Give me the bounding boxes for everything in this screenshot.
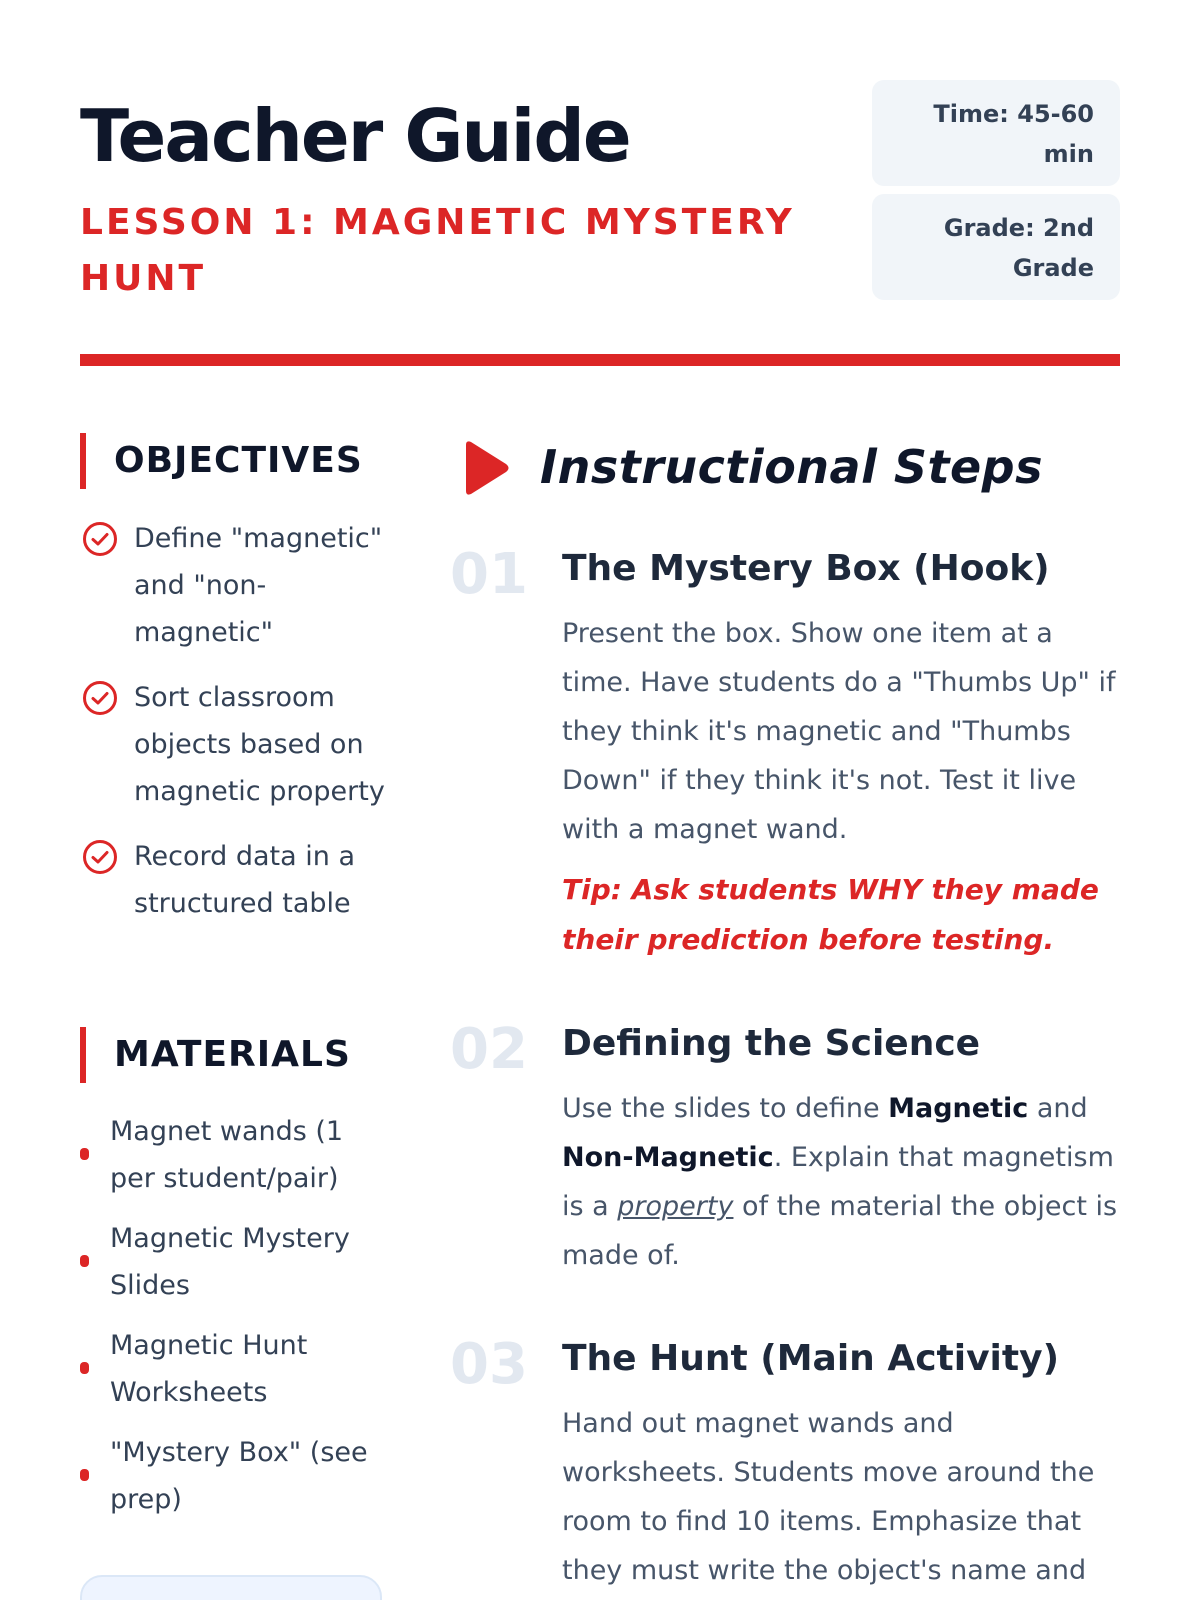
bullet-icon — [80, 1362, 89, 1374]
grade-badge: Grade: 2nd Grade — [872, 194, 1120, 300]
material-text: "Mystery Box" (see prep) — [110, 1437, 368, 1515]
step-body — [562, 1084, 1122, 1280]
check-circle-icon — [82, 680, 118, 716]
materials-heading: MATERIALS — [80, 1027, 351, 1083]
material-text: Magnetic Hunt Worksheets — [110, 1330, 308, 1408]
header-divider — [80, 354, 1120, 366]
material-item — [80, 1215, 390, 1309]
step-number: 03 — [450, 1332, 528, 1397]
material-item — [80, 1322, 390, 1416]
body-text: of the material the object is made of. — [562, 1191, 1118, 1271]
body-text: Use the slides to define — [562, 1093, 889, 1124]
prep-card — [80, 1575, 382, 1600]
step-title: The Mystery Box (Hook) — [562, 548, 1050, 589]
steps-title: Instructional Steps — [540, 440, 1043, 494]
material-text: Magnet wands (1 per student/pair) — [110, 1116, 344, 1194]
step-title: The Hunt (Main Activity) — [562, 1338, 1060, 1379]
term-magnetic: Magnetic — [888, 1093, 1029, 1124]
term-property: property — [617, 1191, 734, 1222]
step-body: Present the box. Show one item at a time. Have students do a "Thumbs Up" if they think it's magnetic and "Thumbs Down" if they think it's not. Test it live with a magnet wand. — [562, 618, 1116, 845]
objectives-list — [80, 515, 390, 945]
material-text: Magnetic Mystery Slides — [110, 1223, 350, 1301]
body-text: and — [1028, 1093, 1088, 1124]
bullet-icon — [80, 1148, 89, 1160]
objective-item — [80, 515, 390, 656]
step-number: 02 — [450, 1017, 528, 1082]
check-circle-icon — [82, 839, 118, 875]
step-number: 01 — [450, 542, 528, 607]
play-icon — [458, 439, 512, 497]
page-title: Teacher Guide — [80, 94, 630, 178]
step-body: Hand out magnet wands and worksheets. Students move around the room to find 10 items. Emphasize that they must write the object's name and — [562, 1408, 1095, 1586]
bullet-icon — [80, 1469, 89, 1481]
step-tip: Tip: Ask students WHY they made their prediction before testing. — [562, 873, 1099, 956]
time-badge: Time: 45-60 min — [872, 80, 1120, 186]
objective-text: Record data in a structured table — [134, 841, 356, 919]
term-non-magnetic: Non-Magnetic — [562, 1142, 774, 1173]
material-item — [80, 1429, 390, 1523]
objective-item — [80, 674, 390, 815]
objective-text: Sort classroom objects based on magnetic property — [134, 682, 385, 807]
materials-list — [80, 1108, 390, 1536]
check-circle-icon — [82, 521, 118, 557]
objectives-heading: OBJECTIVES — [80, 433, 363, 489]
step-title: Defining the Science — [562, 1023, 981, 1064]
header — [80, 80, 1120, 340]
objective-text: Define "magnetic" and "non-magnetic" — [134, 523, 383, 648]
body-text: . Explain that magnetism is a — [562, 1142, 1114, 1222]
material-item — [80, 1108, 390, 1202]
lesson-subtitle: LESSON 1: MAGNETIC MYSTERY HUNT — [80, 202, 795, 299]
objective-item — [80, 833, 390, 927]
bullet-icon — [80, 1255, 89, 1267]
